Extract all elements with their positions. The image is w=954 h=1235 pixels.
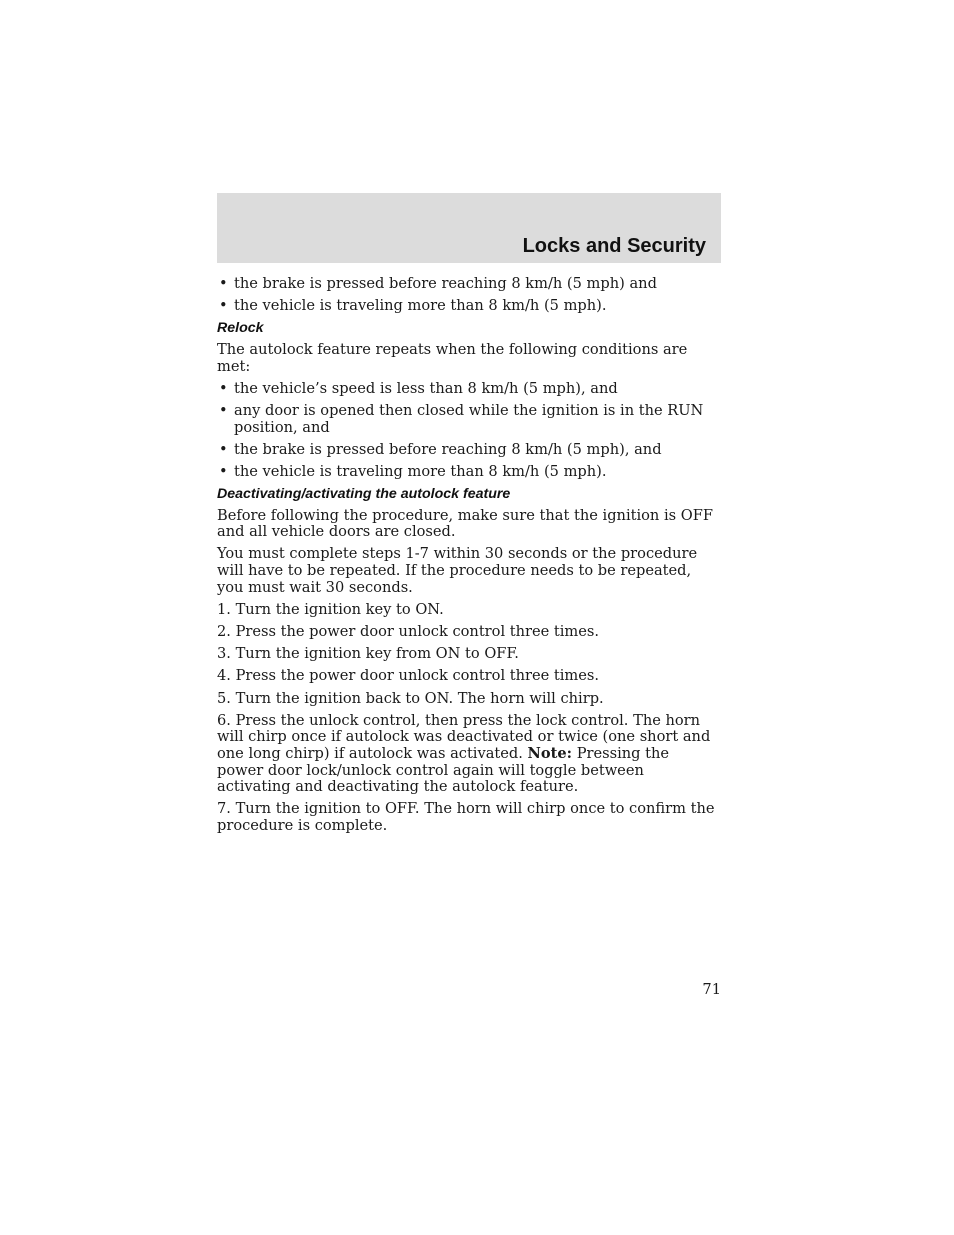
list-item [217, 276, 717, 293]
page-content [217, 276, 717, 840]
list-item [217, 464, 717, 481]
procedure-step: 2. Press the power door unlock control three times. [217, 623, 600, 641]
step-6-text: 6. Press the unlock control, then press the lock control. The horn will chirp once if autolock was deactivated or twice (one short and one long chirp) if autolock was activated. [217, 711, 711, 762]
list-item-text: the vehicle’s speed is less than 8 km/h (5 mph), and [234, 379, 618, 397]
procedure-step: 4. Press the power door unlock control three times. [217, 667, 600, 685]
note-label: Note: [527, 744, 573, 762]
section-header-band [217, 193, 721, 263]
procedure-step: 1. Turn the ignition key to ON. [217, 600, 444, 618]
relock-bullet-list [217, 381, 717, 481]
bullet-icon: • [219, 297, 228, 315]
note-text: Pressing the power door lock/unlock control again will toggle between activating and deactivating the autolock feature. [217, 744, 670, 796]
relock-heading: Relock [217, 320, 264, 337]
list-item [217, 442, 717, 459]
relock-intro: The autolock feature repeats when the following conditions are met: [217, 340, 688, 375]
list-item-text: the vehicle is traveling more than 8 km/h (5 mph). [234, 462, 607, 480]
deactivating-heading: Deactivating/activating the autolock feature [217, 486, 511, 503]
procedure-steps [217, 602, 717, 835]
bullet-icon: • [219, 401, 228, 419]
bullet-icon: • [219, 379, 228, 397]
list-item-text: any door is opened then closed while the ignition is in the RUN position, and [234, 401, 704, 436]
list-item-text: the vehicle is traveling more than 8 km/h (5 mph). [234, 297, 607, 315]
list-item [217, 298, 717, 315]
bullet-icon: • [219, 275, 228, 292]
deactivating-paragraph-1: Before following the procedure, make sure that the ignition is OFF and all vehicle doors are closed. [217, 506, 713, 541]
list-item [217, 381, 717, 398]
bullet-icon: • [219, 462, 228, 480]
page-number: 71 [702, 981, 721, 998]
procedure-step: 3. Turn the ignition key from ON to OFF. [217, 645, 519, 663]
deactivating-paragraph-2: You must complete steps 1-7 within 30 seconds or the procedure will have to be repeated. If the procedure needs to be repeated, you must wait 30 seconds. [217, 545, 698, 596]
list-item-text: the brake is pressed before reaching 8 km/h (5 mph), and [234, 440, 662, 458]
list-item-text: the brake is pressed before reaching 8 km/h (5 mph) and [234, 275, 657, 292]
procedure-step-7: 7. Turn the ignition to OFF. The horn will chirp once to confirm the procedure is complete. [217, 800, 715, 834]
bullet-icon: • [219, 440, 228, 458]
section-title: Locks and Security [522, 235, 706, 257]
top-bullet-list [217, 276, 717, 315]
procedure-step: 5. Turn the ignition back to ON. The horn will chirp. [217, 689, 604, 707]
list-item [217, 403, 717, 436]
procedure-step-6 [217, 713, 717, 796]
